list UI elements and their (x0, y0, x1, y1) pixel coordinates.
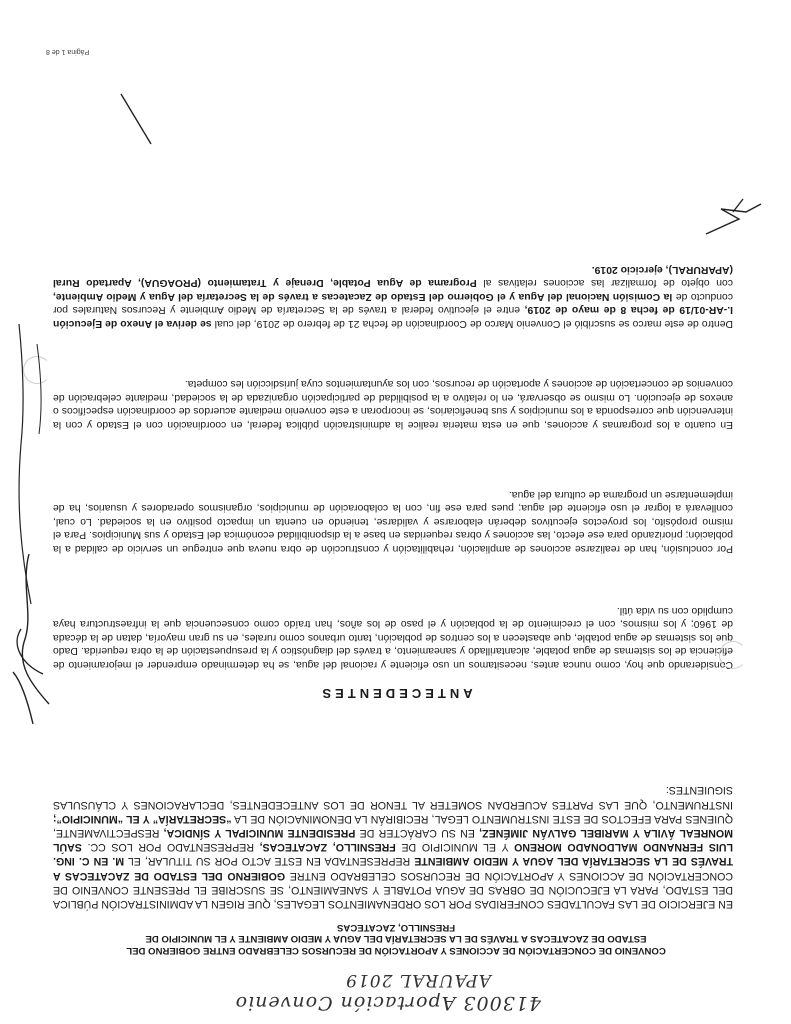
check-mark (706, 199, 761, 234)
para4-bold: la Comisión Nacional del Agua y el Gobierno del Estado de Zacatecas a través de la Secretaría del Agua y Medio Ambiente, (52, 290, 673, 302)
para4-bold: Programa de Agua Potable, Drenaje y Tratamiento (PROAGUA), Apartado Rural (APARURAL), ejercicio 2019. (53, 263, 733, 289)
handwritten-program-note: APAURAL 2019 (345, 970, 491, 990)
intro-text: EN SU CARÁCTER DE (359, 826, 475, 839)
margin-line (37, 344, 41, 434)
title-line: ESTADO DE ZACATECAS A TRAVÉS DE LA SECRETARÍA DEL AGUA Y MEDIO AMBIENTE Y EL MUNICIPIO DE (145, 933, 647, 945)
intro-bold: FRESNILLO, ZACATECAS, (259, 841, 396, 854)
antecedent-paragraph-2: Por conclusión, han de realizarse acciones de ampliación, rehabilitación y construcción de obra nueva que entregue un servicio de calidad a la población; priorizando para ese efecto, las acciones y obras requeridas en base a la disponibilidad económica del Estado y sus Municipios. Para el mismo propósito, los proyectos ejecutivos deberán elaborarse y validarse, teniendo en cuenta un impacto positivo en la sociedad. Lo cual, conllevará a lograr el uso eficiente del agua; pues para ese fin, con la colaboración de municipios, organismos operadores y usuarios, ha de implementarse un programa de cultura del agua. (53, 488, 733, 554)
intro-text: RESPECTIVAMENTE, QUIENES PARA EFECTOS DE ESTE INSTRUMENTO LEGAL, RECIBIRÁN LA DENOMINACIÓN DE LA (53, 812, 733, 839)
intro-text: REPRESENTADA EN ESTE ACTO POR SU TITULAR, EL (128, 855, 411, 868)
para4-text: Dentro de este marco se suscribió el Convenio Marco de Coordinación de fecha 21 de febrero de 2019, del cual (214, 318, 733, 329)
para4-bold: se deriva el Anexo de Ejecución I.-AR-01/19 de fecha 8 de mayo de 2019, (53, 304, 733, 329)
slash-mark (121, 94, 151, 144)
intro-bold: M. EN C. ING. LUIS FERNANDO MALDONADO MORENO (53, 841, 733, 868)
margin-bracket-line (19, 324, 31, 604)
intro-bold: “SECRETARÍA” Y EL “MUNICIPIO”; (53, 812, 232, 825)
intro-text: INSTRUMENTO, QUE LAS PARTES ACUERDAN SOMETER AL TENOR DE LOS ANTECEDENTES, DECLARACIONES Y CLÁUSULAS SIGUIENTES: (53, 784, 733, 811)
margin-signature (13, 554, 49, 724)
intro-text: REPRESENTADO POR LOS CC. (87, 841, 254, 854)
title-line: CONVENIO DE CONCERTACIÓN DE ACCIONES Y APORTACIÓN DE RECURSOS CELEBRADO ENTRE GOBIERNO DEL (126, 945, 666, 956)
intro-bold: PRESIDENTE MUNICIPAL Y SÍNDICA, (163, 826, 356, 839)
intro-bold: GOBIERNO DEL ESTADO DE ZACATECAS A TRAVÉS DE LA SECRETARÍA DEL AGUA Y MEDIO AMBIENTE (52, 855, 733, 882)
page-number: Página 1 de 8 (46, 48, 90, 55)
antecedent-paragraph-3: En cuanto a los programas y acciones, que en esta materia realice la administración pública federal, en coordinación con el Estado y con la intervención que corresponda a los municipios y sus beneficiarios, se incorporan a este convenio mediante acuerdos de coordinación específicos o anexos de ejecución. Lo mismo se observará, en lo relativo a la posibilidad de participación organizada de la sociedad, mediante celebración de convenios de concertación de acciones y aportación de recursos, con los ayuntamientos cuya jurisdicción les competa. (53, 378, 733, 430)
section-heading: ANTECEDENTES (318, 686, 473, 701)
para4-text: entre el ejecutivo federal a través de la Secretaría de Medio Ambiente y Recursos Naturales por conducto de (53, 290, 733, 316)
handwritten-reference: 413003 Aportación Convenio (234, 992, 541, 1014)
intro-text: Y EL MUNICIPIO DE (401, 841, 509, 854)
intro-text: EN EJERCICIO DE LAS FACULTADES CONFERIDAS POR LOS ORDENAMIENTOS LEGALES, QUE RIGEN LA ADMINISTRACIÓN PÚBLICA DEL ESTADO, PARA LA EJECUCIÓN DE OBRAS DE AGUA POTABLE Y SANEAMIENTO, SE SUSCRIBE EL PRESENTE CONVENIO DE CONCERTACIÓN DE ACCIONES Y APORTACIÓN DE RECURSOS CELEBRADO ENTRE (53, 869, 733, 910)
antecedent-paragraph-1: Considerando que hoy, como nunca antes, necesitamos un uso eficiente y racional del agua, se ha determinado emprender el mejoramiento de eficiencia de los sistemas de agua potable, alcantarillado y saneamiento, a través del diagnóstico y la presupuestación de la obra requerida. Dado que los sistemas de agua potable, que abastecen a los centros de población, tanto urbanos como rurales, en su gran mayoría, datan de la década de 1960; y los mismos, con el crecimiento de la población y el paso de los años, han traído como consecuencia que la infraestructura haya cumplido con su vida útil. (53, 604, 733, 670)
para4-text: con objeto de formalizar las acciones relativas al (483, 277, 733, 289)
intro-bold: SAÚL MONREAL ÁVILA Y MARIBEL GALVÁN JIMÉNEZ, (53, 826, 733, 854)
title-line: FRESNILLO, ZACATECAS (336, 922, 456, 933)
